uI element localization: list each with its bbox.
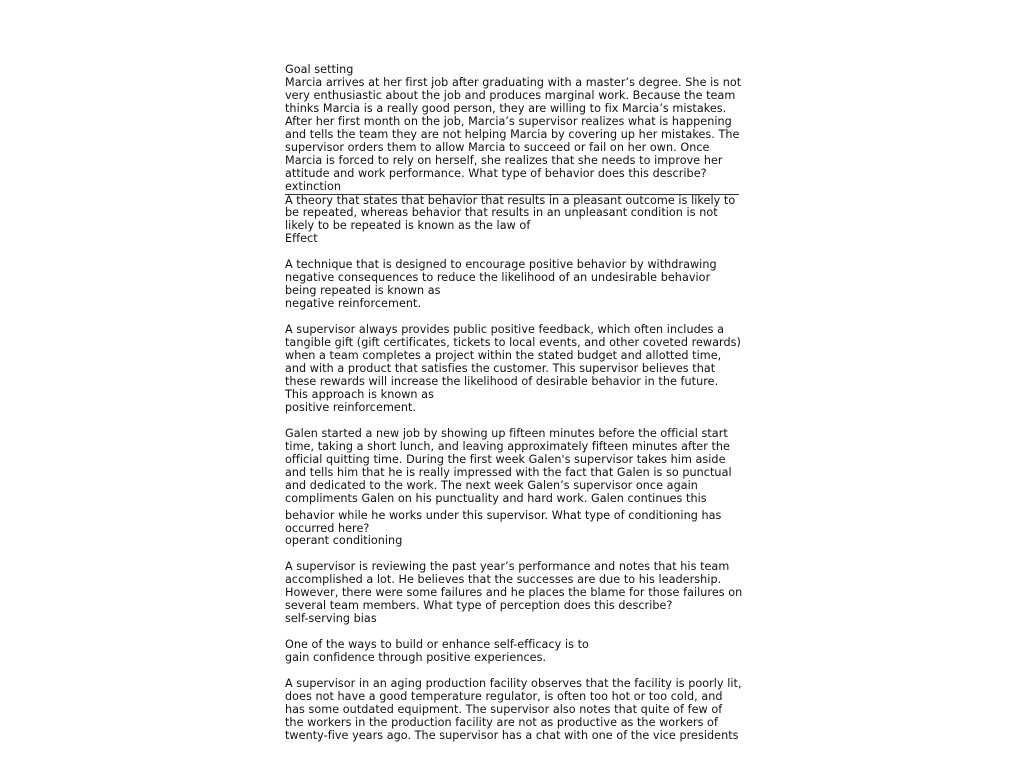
question-line: behavior while he works under this supervisor. What type of conditioning has — [285, 508, 722, 522]
question-line: has some outdated equipment. The supervisor also notes that quite of few of — [285, 702, 723, 716]
question-line: does not have a good temperature regulator, is often too hot or too cold, and — [285, 690, 723, 704]
qa-block — [285, 560, 743, 626]
question-line: thinks Marcia is a really good person, they are willing to fix Marcia’s mistakes. — [285, 101, 727, 115]
question-line: very enthusiastic about the job and produces marginal work. Because the team — [285, 88, 736, 102]
question-line: twenty-five years ago. The supervisor has a chat with one of the vice presidents — [285, 728, 739, 742]
question-line: and tells him that he is really impressed with the fact that Galen is so punctual — [285, 465, 732, 479]
question-line: supervisor orders them to allow Marcia to succeed or fail on her own. Once — [285, 140, 710, 154]
question-line: However, there were some failures and he places the blame for those failures on — [285, 586, 743, 600]
question-line: and with a product that satisfies the customer. This supervisor believes that — [285, 362, 716, 376]
question-line: A supervisor always provides public positive feedback, which often includes a — [285, 323, 725, 337]
question-line: This approach is known as — [285, 387, 434, 401]
question-line: One of the ways to build or enhance self-efficacy is to — [285, 638, 589, 652]
question-line: A supervisor is reviewing the past year’s performance and notes that his team — [285, 560, 730, 574]
question-line: several team members. What type of perception does this describe? — [285, 599, 673, 613]
question-line: be repeated, whereas behavior that results in an unpleasant condition is not — [285, 206, 718, 220]
question-line: Marcia is forced to rely on herself, she realizes that she needs to improve her — [285, 153, 723, 167]
question-line: After her first month on the job, Marcia’s supervisor realizes what is happening — [285, 114, 732, 128]
answer-text: gain confidence through positive experiences. — [285, 651, 547, 665]
qa-block — [285, 639, 740, 665]
question-line: when a team completes a project within the stated budget and allotted time, — [285, 349, 722, 363]
question-line: likely to be repeated is known as the law of — [285, 219, 531, 233]
answer-text: positive reinforcement. — [285, 400, 417, 414]
question-line: negative consequences to reduce the likelihood of an undesirable behavior — [285, 271, 711, 285]
qa-block — [285, 428, 740, 549]
qa-block — [285, 259, 740, 311]
question-line: Galen started a new job by showing up fifteen minutes before the official start — [285, 426, 728, 440]
qa-block — [285, 678, 740, 743]
question-line: attitude and work performance. What type of behavior does this describe? — [285, 166, 707, 180]
question-line: and tells the team they are not helping Marcia by covering up her mistakes. The — [285, 127, 740, 141]
question-line: occurred here? — [285, 521, 370, 535]
question-line: A supervisor in an aging production facility observes that the facility is poorly lit, — [285, 677, 742, 691]
document-text — [285, 63, 743, 743]
question-line: official quitting time. During the first week Galen's supervisor takes him aside — [285, 452, 726, 466]
question-line: the workers in the production facility are not as productive as the workers of — [285, 715, 718, 729]
question-line: A theory that states that behavior that results in a pleasant outcome is likely to — [285, 193, 736, 207]
answer-text: operant conditioning — [285, 534, 403, 548]
question-line: compliments Galen on his punctuality and hard work. Galen continues this — [285, 491, 707, 505]
qa-block — [285, 64, 740, 195]
question-line: Marcia arrives at her first job after graduating with a master’s degree. She is not — [285, 75, 742, 89]
question-line: time, taking a short lunch, and leaving approximately fifteen minutes after the — [285, 439, 730, 453]
answer-text: Effect — [285, 232, 318, 246]
question-line: accomplished a lot. He believes that the successes are due to his leadership. — [285, 573, 722, 587]
spacer — [285, 415, 740, 428]
qa-block — [285, 195, 740, 247]
answer-text: extinction — [285, 181, 739, 195]
question-line: tangible gift (gift certificates, tickets to local events, and other coveted rewards) — [285, 336, 741, 350]
answer-text: self-serving bias — [285, 612, 377, 626]
question-line: and dedicated to the work. The next week Galen’s supervisor once again — [285, 478, 698, 492]
question-line: Goal setting — [285, 63, 354, 76]
qa-block — [285, 324, 740, 415]
question-line: being repeated is known as — [285, 284, 441, 298]
question-line: these rewards will increase the likelihood of desirable behavior in the future. — [285, 374, 719, 388]
answer-text: negative reinforcement. — [285, 297, 422, 311]
question-line: A technique that is designed to encourage positive behavior by withdrawing — [285, 258, 717, 272]
